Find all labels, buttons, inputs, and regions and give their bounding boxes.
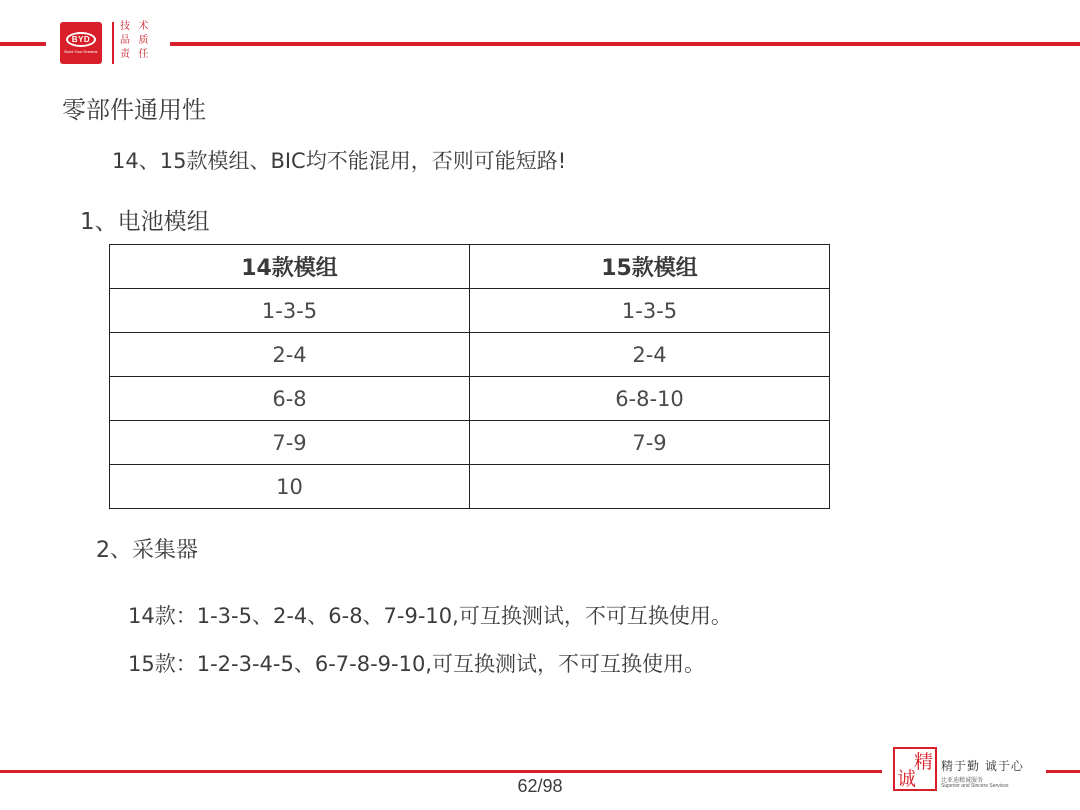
table-row (110, 421, 830, 465)
table-cell: 6-8-10 (470, 377, 830, 421)
byd-logo (60, 22, 102, 64)
seal-char: 质 (138, 35, 149, 46)
warning-notice: 14、15款模组、BIC均不能混用，否则可能短路! (112, 149, 567, 173)
page-title: 零部件通用性 (62, 96, 206, 124)
section-heading-collector: 2、采集器 (96, 538, 198, 563)
table-cell: 2-4 (110, 333, 470, 377)
table-cell: 2-4 (470, 333, 830, 377)
table-cell: 10 (110, 465, 470, 509)
table-row (110, 289, 830, 333)
table-cell: 7-9 (470, 421, 830, 465)
footer-slogan: 精于勤 诚于心 (941, 759, 1024, 773)
service-seal-icon (893, 747, 937, 791)
byd-logo-tagline: Build Your Dreams (64, 49, 98, 54)
page-number: 62/98 (517, 776, 563, 796)
header-rule-left (0, 42, 46, 46)
quality-seal-logo (112, 22, 156, 64)
table-row (110, 377, 830, 421)
table-cell: 1-3-5 (470, 289, 830, 333)
collector-item-14: 14款：1-3-5、2-4、6-8、7-9-10,可互换测试，不可互换使用。 (128, 604, 732, 628)
seal-char: 任 (138, 49, 149, 60)
table-cell: 6-8 (110, 377, 470, 421)
footer-slogan-cn: 比亚迪精诚服务 (941, 777, 984, 784)
section-heading-battery-module: 1、电池模组 (80, 209, 210, 235)
byd-logo-text: BYD (66, 32, 96, 47)
seal-char: 品 (120, 35, 130, 46)
footer-rule (0, 770, 882, 773)
table-cell: 7-9 (110, 421, 470, 465)
seal-char-top: 精 (913, 751, 933, 773)
module-compatibility-table (109, 244, 830, 509)
table-row (110, 333, 830, 377)
table-header-row (110, 245, 830, 289)
footer-rule-right (1046, 770, 1080, 773)
seal-char-bottom: 诚 (897, 768, 917, 790)
seal-char: 术 (138, 21, 149, 32)
table-cell (470, 465, 830, 509)
seal-char: 技 (120, 21, 130, 32)
table-cell: 1-3-5 (110, 289, 470, 333)
header-rule-right (170, 42, 1080, 46)
seal-char: 责 (120, 49, 130, 60)
collector-item-15: 15款：1-2-3-4-5、6-7-8-9-10,可互换测试，不可互换使用。 (128, 652, 705, 676)
footer-slogan-en: Superior and Sincere Services (941, 783, 1009, 789)
table-row (110, 465, 830, 509)
column-header-15: 15款模组 (470, 245, 830, 289)
column-header-14: 14款模组 (110, 245, 470, 289)
footer-service-logo (893, 747, 1043, 797)
